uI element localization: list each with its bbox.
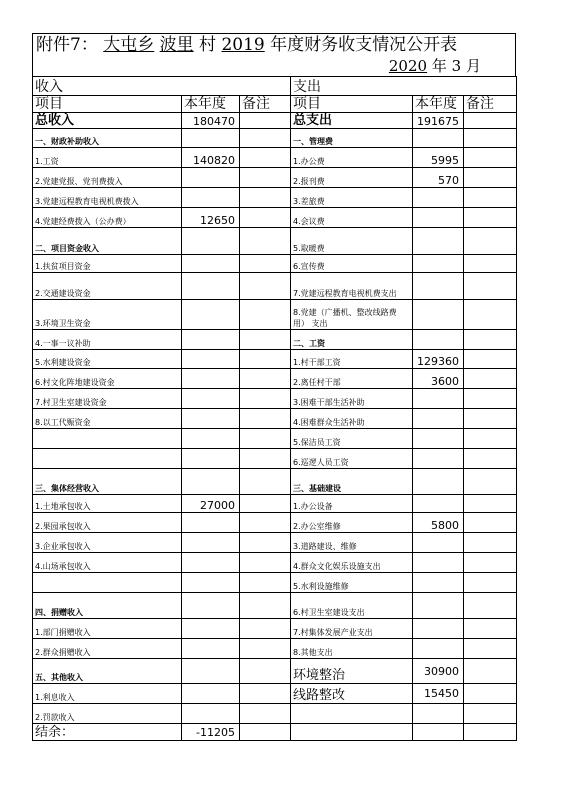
ledger-row xyxy=(33,639,517,659)
ledger-row xyxy=(33,469,517,495)
expense-item: 3.道路建设、维修 xyxy=(291,533,413,553)
income-amount xyxy=(182,300,240,330)
income-amount xyxy=(182,593,240,619)
income-amount xyxy=(182,350,240,369)
finance-table-body xyxy=(33,77,517,741)
income-amount xyxy=(182,684,240,704)
income-remark xyxy=(240,533,291,553)
expense-amount xyxy=(413,724,464,741)
expense-remark xyxy=(464,704,517,724)
expense-year-header: 本年度 xyxy=(413,96,464,113)
expense-remark xyxy=(464,533,517,553)
income-amount xyxy=(182,228,240,255)
expense-remark xyxy=(464,639,517,659)
income-remark xyxy=(240,389,291,409)
page-title xyxy=(36,34,457,56)
income-item xyxy=(33,449,182,469)
expense-item: 三、基础建设 xyxy=(291,469,413,495)
income-remark xyxy=(240,300,291,330)
income-remark xyxy=(240,513,291,533)
expense-remark xyxy=(464,129,517,148)
income-remark xyxy=(240,228,291,255)
income-remark xyxy=(240,684,291,704)
title-village: 波里 xyxy=(159,35,194,55)
income-item: 1.扶贫项目资金 xyxy=(33,255,182,273)
expense-amount xyxy=(413,228,464,255)
expense-amount xyxy=(413,129,464,148)
expense-amount xyxy=(413,619,464,639)
ledger-row xyxy=(33,168,517,188)
ledger-row xyxy=(33,350,517,369)
expense-item: 2.离任村干部 xyxy=(291,369,413,389)
ledger-row xyxy=(33,409,517,429)
expense-amount: 30900 xyxy=(413,659,464,684)
income-amount xyxy=(182,273,240,300)
expense-amount xyxy=(413,495,464,513)
report-date xyxy=(389,56,481,76)
expense-remark xyxy=(464,208,517,228)
ledger-row xyxy=(33,593,517,619)
income-item: 2.党建党报、党刊费拨入 xyxy=(33,168,182,188)
expense-item: 1.办公费 xyxy=(291,148,413,168)
ledger-row xyxy=(33,330,517,350)
expense-remark xyxy=(464,573,517,593)
income-remark xyxy=(240,469,291,495)
expense-remark xyxy=(464,593,517,619)
expense-item: 4.会议费 xyxy=(291,208,413,228)
ledger-row xyxy=(33,659,517,684)
income-amount xyxy=(182,168,240,188)
expense-item: 2.办公室维修 xyxy=(291,513,413,533)
section-header-row xyxy=(33,77,517,96)
date-month-unit: 月 xyxy=(465,57,481,75)
expense-amount xyxy=(413,469,464,495)
expense-amount xyxy=(413,449,464,469)
income-amount xyxy=(182,704,240,724)
ledger-row xyxy=(33,495,517,513)
expense-item: 8.其他支出 xyxy=(291,639,413,659)
ledger-row xyxy=(33,684,517,704)
expense-remark xyxy=(464,469,517,495)
income-amount xyxy=(182,639,240,659)
expense-remark xyxy=(464,495,517,513)
expense-item: 5.保洁员工资 xyxy=(291,429,413,449)
expense-amount: 5995 xyxy=(413,148,464,168)
expense-amount xyxy=(413,300,464,330)
income-amount xyxy=(182,330,240,350)
ledger-row xyxy=(33,553,517,573)
income-amount: 12650 xyxy=(182,208,240,228)
date-year: 2020 xyxy=(388,57,428,75)
expense-item: 线路整改 xyxy=(291,684,413,704)
income-amount xyxy=(182,553,240,573)
expense-amount xyxy=(413,533,464,553)
income-remark xyxy=(240,208,291,228)
income-amount xyxy=(182,389,240,409)
expense-item: 4.群众文化娱乐设施支出 xyxy=(291,553,413,573)
expense-amount: 570 xyxy=(413,168,464,188)
finance-disclosure-sheet xyxy=(32,33,516,741)
ledger-row xyxy=(33,573,517,593)
income-remark xyxy=(240,429,291,449)
expense-remark xyxy=(464,389,517,409)
expense-item: 8.党建（广播机、整改线路费用） 支出 xyxy=(291,300,413,330)
expense-item: 2.报刊费 xyxy=(291,168,413,188)
total-income-value: 180470 xyxy=(182,113,240,129)
income-remark xyxy=(240,148,291,168)
ledger-row xyxy=(33,704,517,724)
totals-row xyxy=(33,113,517,129)
expense-item: 一、管理费 xyxy=(291,129,413,148)
expense-amount xyxy=(413,330,464,350)
finance-table xyxy=(32,76,517,741)
income-item: 2.交通建设资金 xyxy=(33,273,182,300)
total-income-remark xyxy=(240,113,291,129)
ledger-row xyxy=(33,369,517,389)
expense-item: 5.取暖费 xyxy=(291,228,413,255)
expense-remark xyxy=(464,168,517,188)
expense-item: 3.困难干部生活补助 xyxy=(291,389,413,409)
income-item xyxy=(33,573,182,593)
title-village-suffix: 村 xyxy=(199,35,217,55)
expense-remark xyxy=(464,553,517,573)
expense-item: 6.巡逻人员工资 xyxy=(291,449,413,469)
income-remark xyxy=(240,369,291,389)
income-remark xyxy=(240,553,291,573)
income-item: 1.土地承包收入 xyxy=(33,495,182,513)
date-month: 3 xyxy=(451,57,462,75)
income-remark xyxy=(240,619,291,639)
income-remark xyxy=(240,724,291,741)
income-item: 1.部门捐赠收入 xyxy=(33,619,182,639)
expense-item: 二、工资 xyxy=(291,330,413,350)
ledger-row xyxy=(33,255,517,273)
ledger-row xyxy=(33,429,517,449)
expense-remark xyxy=(464,369,517,389)
expense-item: 7.党建远程教育电视机费支出 xyxy=(291,273,413,300)
income-amount: 27000 xyxy=(182,495,240,513)
expense-remark xyxy=(464,255,517,273)
expense-amount xyxy=(413,273,464,300)
income-item: 1.工资 xyxy=(33,148,182,168)
income-item: 三、集体经营收入 xyxy=(33,469,182,495)
income-item: 5.水利建设资金 xyxy=(33,350,182,369)
expense-amount xyxy=(413,639,464,659)
income-remark xyxy=(240,168,291,188)
expense-amount: 5800 xyxy=(413,513,464,533)
income-remark xyxy=(240,704,291,724)
title-township: 大屯乡 xyxy=(103,35,155,55)
income-amount: 140820 xyxy=(182,148,240,168)
ledger-row xyxy=(33,148,517,168)
total-expense-remark xyxy=(464,113,517,129)
income-item: 3.环境卫生资金 xyxy=(33,300,182,330)
income-remark xyxy=(240,409,291,429)
income-amount xyxy=(182,409,240,429)
income-item-header: 项目 xyxy=(33,96,182,113)
income-item: 8.以工代赈资金 xyxy=(33,409,182,429)
income-item: 结余： xyxy=(33,724,182,741)
income-amount xyxy=(182,619,240,639)
ledger-row xyxy=(33,724,517,741)
ledger-row xyxy=(33,533,517,553)
expense-remark xyxy=(464,350,517,369)
title-row xyxy=(32,33,516,56)
expense-item: 6.宣传费 xyxy=(291,255,413,273)
title-year: 2019 xyxy=(221,35,265,55)
income-amount xyxy=(182,659,240,684)
ledger-row xyxy=(33,188,517,208)
income-remark xyxy=(240,659,291,684)
income-item: 3.企业承包收入 xyxy=(33,533,182,553)
income-section-label: 收入 xyxy=(33,77,291,96)
expense-amount xyxy=(413,429,464,449)
ledger-row xyxy=(33,513,517,533)
income-remark xyxy=(240,495,291,513)
expense-item: 1.村干部工资 xyxy=(291,350,413,369)
income-remark xyxy=(240,255,291,273)
income-remark xyxy=(240,350,291,369)
income-amount xyxy=(182,533,240,553)
income-item: 3.党建远程教育电视机费拨入 xyxy=(33,188,182,208)
income-remark xyxy=(240,129,291,148)
income-item: 6.村文化阵地建设资金 xyxy=(33,369,182,389)
total-expense-value: 191675 xyxy=(413,113,464,129)
expense-amount: 15450 xyxy=(413,684,464,704)
expense-item: 3.差旅费 xyxy=(291,188,413,208)
expense-amount xyxy=(413,389,464,409)
expense-amount xyxy=(413,553,464,573)
income-remark-header: 备注 xyxy=(240,96,291,113)
income-item: 7.村卫生室建设资金 xyxy=(33,389,182,409)
income-amount xyxy=(182,573,240,593)
income-item: 4.一事一议补助 xyxy=(33,330,182,350)
ledger-row xyxy=(33,208,517,228)
income-item: 2.果园承包收入 xyxy=(33,513,182,533)
expense-amount xyxy=(413,704,464,724)
income-item: 四、捐赠收入 xyxy=(33,593,182,619)
expense-remark xyxy=(464,188,517,208)
expense-remark-header: 备注 xyxy=(464,96,517,113)
income-item: 五、其他收入 xyxy=(33,659,182,684)
income-item: 二、项目资金收入 xyxy=(33,228,182,255)
expense-remark xyxy=(464,273,517,300)
income-item xyxy=(33,429,182,449)
income-item: 4.党建经费拨入（公办费） xyxy=(33,208,182,228)
ledger-row xyxy=(33,389,517,409)
expense-remark xyxy=(464,228,517,255)
income-amount xyxy=(182,429,240,449)
date-row xyxy=(32,56,516,76)
income-item: 2.罚款收入 xyxy=(33,704,182,724)
expense-item: 1.办公设备 xyxy=(291,495,413,513)
income-item: 2.群众捐赠收入 xyxy=(33,639,182,659)
expense-remark xyxy=(464,684,517,704)
income-remark xyxy=(240,188,291,208)
expense-amount xyxy=(413,188,464,208)
income-remark xyxy=(240,330,291,350)
expense-item xyxy=(291,724,413,741)
ledger-row xyxy=(33,449,517,469)
expense-remark xyxy=(464,330,517,350)
income-remark xyxy=(240,273,291,300)
income-item: 1.利息收入 xyxy=(33,684,182,704)
expense-remark xyxy=(464,429,517,449)
expense-item: 6.村卫生室建设支出 xyxy=(291,593,413,619)
income-year-header: 本年度 xyxy=(182,96,240,113)
expense-remark xyxy=(464,300,517,330)
ledger-row xyxy=(33,129,517,148)
expense-remark xyxy=(464,409,517,429)
income-item: 一、财政补助收入 xyxy=(33,129,182,148)
total-expense-label: 总支出 xyxy=(291,113,413,129)
expense-amount: 129360 xyxy=(413,350,464,369)
ledger-row xyxy=(33,228,517,255)
expense-amount xyxy=(413,255,464,273)
expense-item: 5.水利设施维修 xyxy=(291,573,413,593)
expense-amount xyxy=(413,573,464,593)
date-year-unit: 年 xyxy=(431,57,447,75)
expense-remark xyxy=(464,449,517,469)
expense-item xyxy=(291,704,413,724)
expense-amount: 3600 xyxy=(413,369,464,389)
expense-section-label: 支出 xyxy=(291,77,517,96)
income-amount xyxy=(182,188,240,208)
income-remark xyxy=(240,593,291,619)
income-remark xyxy=(240,449,291,469)
income-remark xyxy=(240,639,291,659)
income-amount xyxy=(182,513,240,533)
income-amount xyxy=(182,369,240,389)
ledger-row xyxy=(33,273,517,300)
expense-remark xyxy=(464,659,517,684)
expense-item-header: 项目 xyxy=(291,96,413,113)
expense-item: 4.困难群众生活补助 xyxy=(291,409,413,429)
expense-item: 7.村集体发展产业支出 xyxy=(291,619,413,639)
income-amount xyxy=(182,129,240,148)
expense-item: 环境整治 xyxy=(291,659,413,684)
ledger-row xyxy=(33,619,517,639)
column-header-row xyxy=(33,96,517,113)
expense-remark xyxy=(464,619,517,639)
income-amount xyxy=(182,449,240,469)
expense-amount xyxy=(413,593,464,619)
ledger-row xyxy=(33,300,517,330)
expense-amount xyxy=(413,208,464,228)
expense-remark xyxy=(464,148,517,168)
title-prefix: 附件7： xyxy=(36,35,98,55)
total-income-label: 总收入 xyxy=(33,113,182,129)
income-remark xyxy=(240,573,291,593)
income-amount: -11205 xyxy=(182,724,240,741)
title-suffix: 年度财务收支情况公开表 xyxy=(270,35,458,55)
income-item: 4.山场承包收入 xyxy=(33,553,182,573)
income-amount xyxy=(182,255,240,273)
expense-amount xyxy=(413,409,464,429)
expense-remark xyxy=(464,513,517,533)
income-amount xyxy=(182,469,240,495)
expense-remark xyxy=(464,724,517,741)
